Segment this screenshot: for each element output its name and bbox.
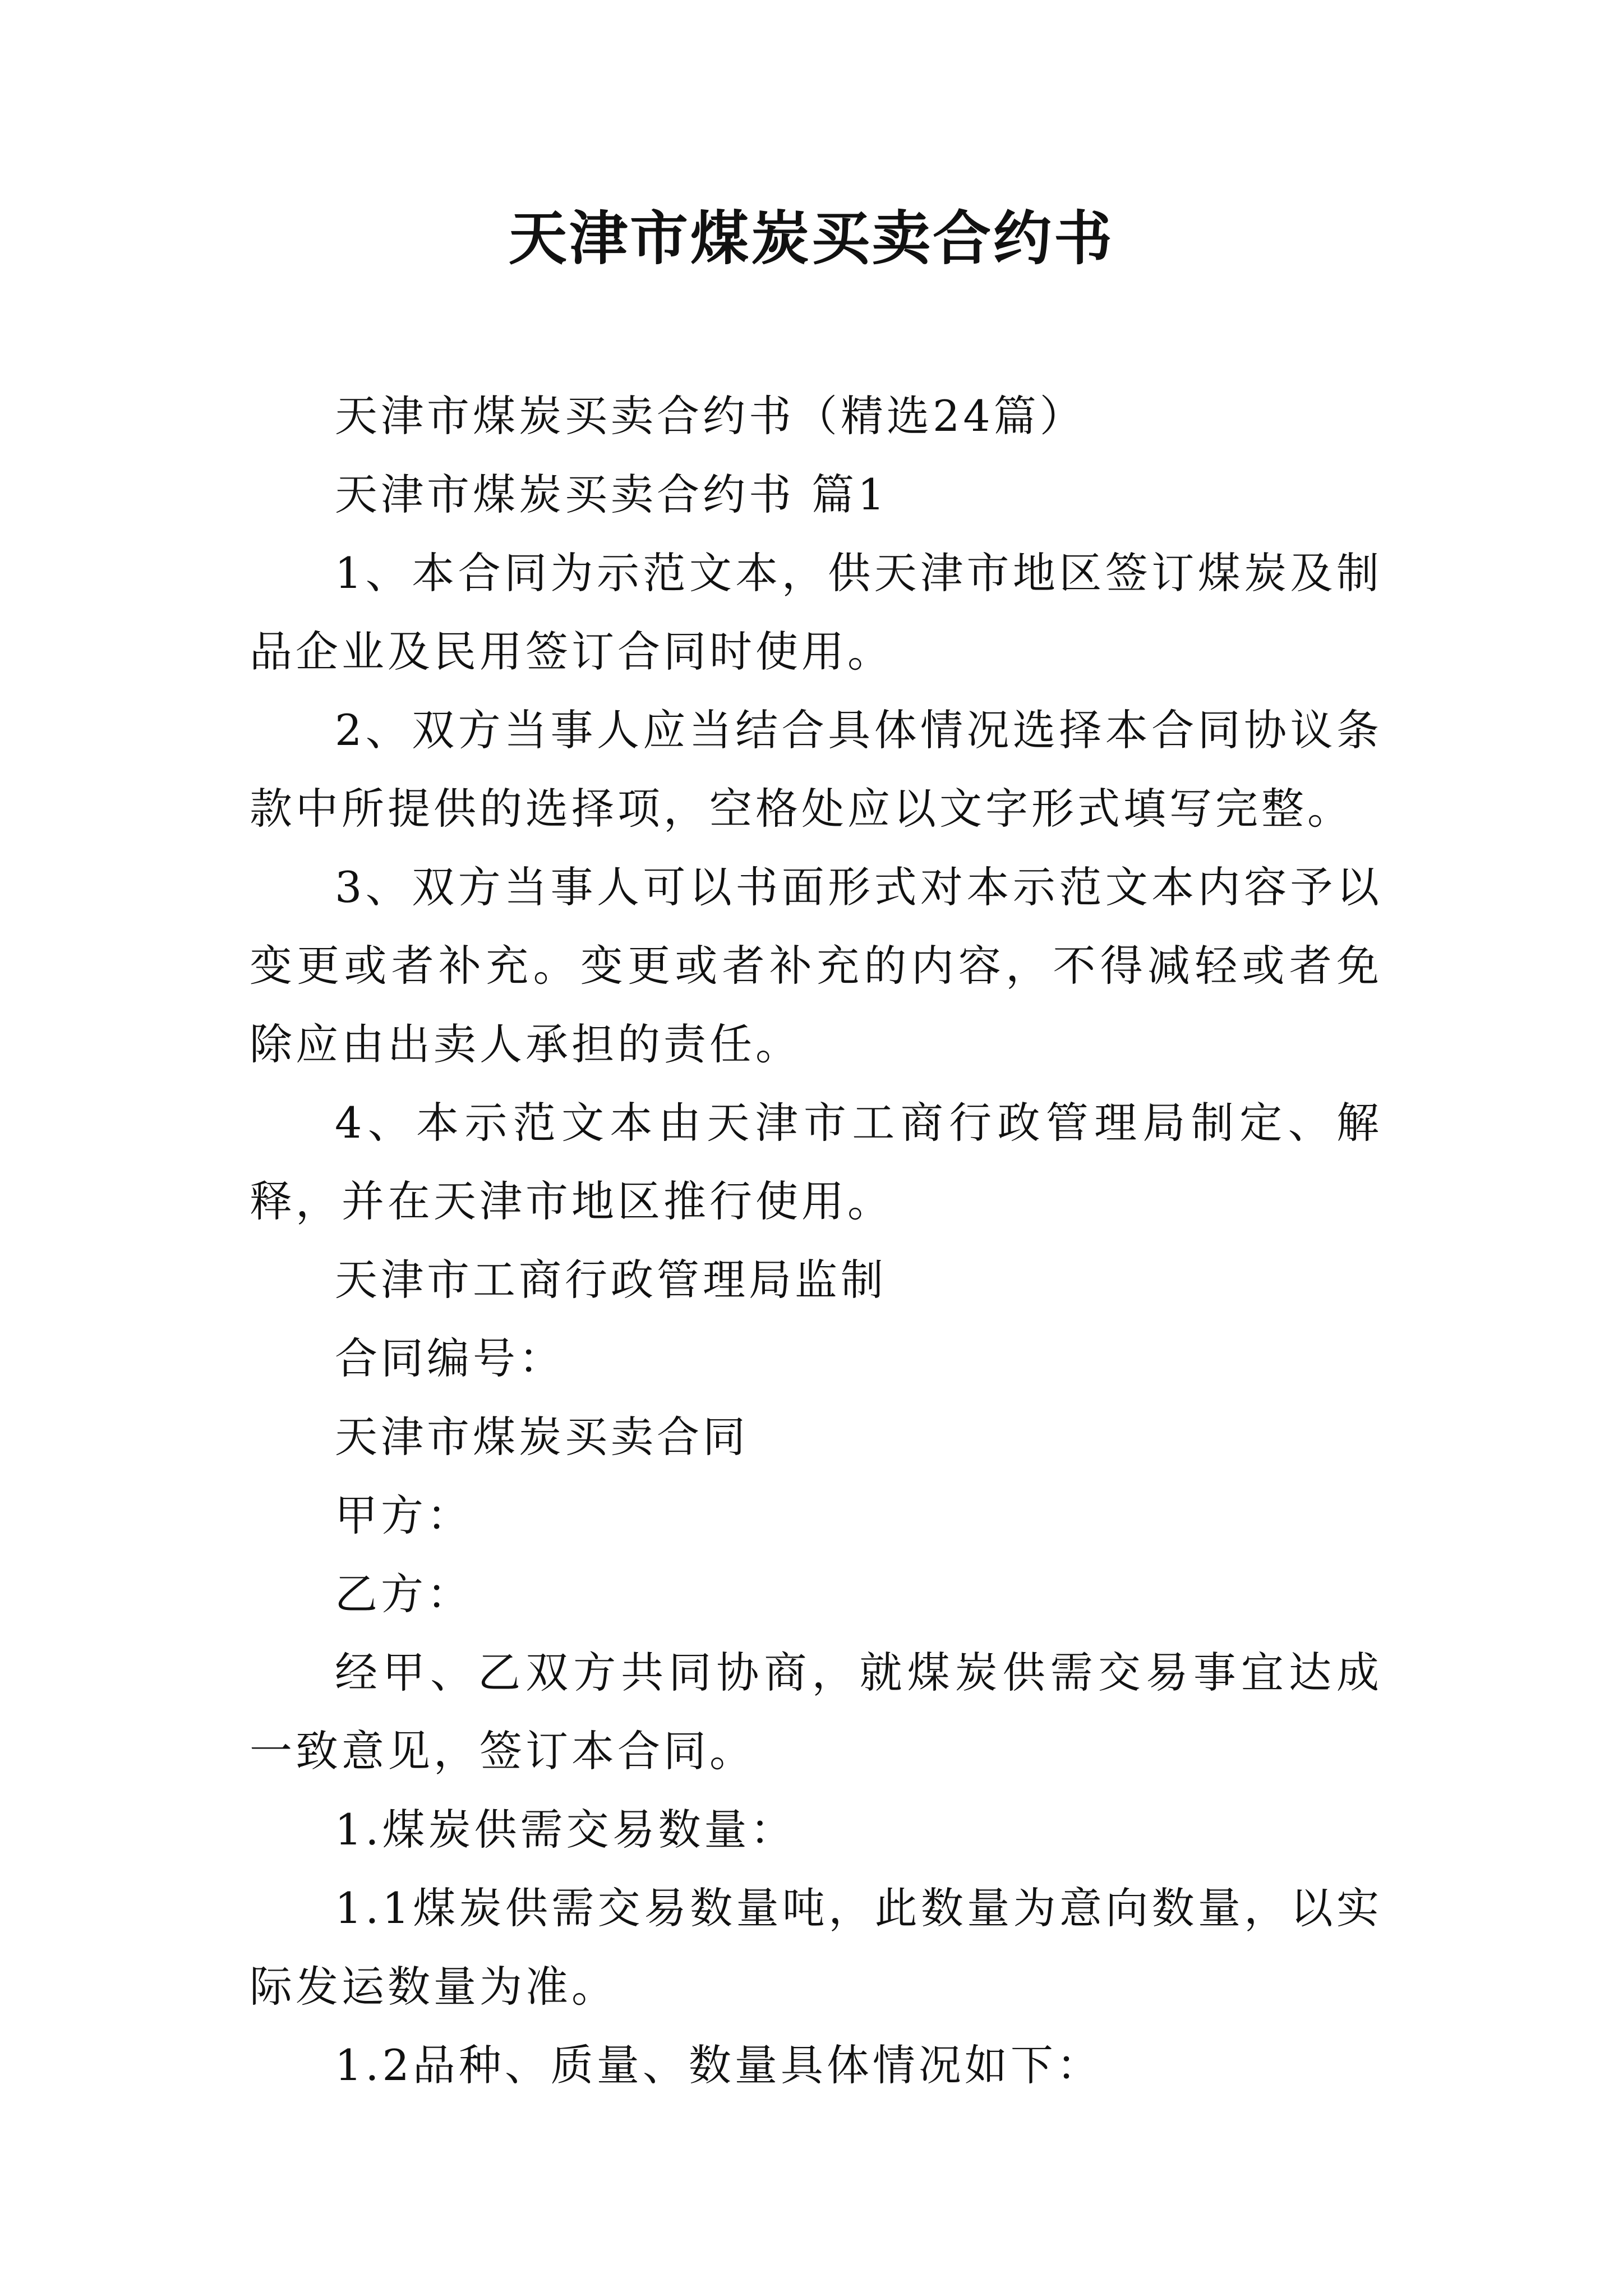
paragraph-note-4: 4、本示范文本由天津市工商行政管理局制定、解释，并在天津市地区推行使用。 — [250, 1098, 1382, 1226]
document-body — [250, 377, 1382, 2105]
paragraph-note-2: 2、双方当事人应当结合具体情况选择本合同协议条款中所提供的选择项，空格处应以文字形式填写完整。 — [250, 705, 1382, 834]
paragraph-section-heading: 天津市煤炭买卖合约书 篇1 — [335, 470, 888, 519]
paragraph-party-b: 乙方： — [335, 1569, 473, 1619]
paragraph-contract-name: 天津市煤炭买卖合同 — [335, 1412, 749, 1462]
paragraph-agreement: 经甲、乙双方共同协商，就煤炭供需交易事宜达成一致意见，签订本合同。 — [250, 1648, 1382, 1776]
paragraph-note-3: 3、双方当事人可以书面形式对本示范文本内容予以变更或者补充。变更或者补充的内容，不得减轻或者免除应由出卖人承担的责任。 — [250, 862, 1382, 1069]
paragraph-supervisor: 天津市工商行政管理局监制 — [335, 1255, 887, 1305]
paragraph-contract-number: 合同编号： — [335, 1333, 565, 1383]
paragraph-subtitle: 天津市煤炭买卖合约书（精选24篇） — [335, 391, 1086, 441]
document-title: 天津市煤炭买卖合约书 — [508, 204, 1114, 273]
paragraph-clause-1-1: 1.1煤炭供需交易数量吨，此数量为意向数量，以实际发运数量为准。 — [250, 1883, 1382, 2012]
paragraph-party-a: 甲方： — [335, 1490, 473, 1540]
paragraph-clause-1: 1.煤炭供需交易数量： — [335, 1805, 796, 1855]
paragraph-clause-1-2: 1.2品种、质量、数量具体情况如下： — [335, 2040, 1103, 2090]
paragraph-note-1: 1、本合同为示范文本，供天津市地区签订煤炭及制品企业及民用签订合同时使用。 — [250, 548, 1382, 677]
